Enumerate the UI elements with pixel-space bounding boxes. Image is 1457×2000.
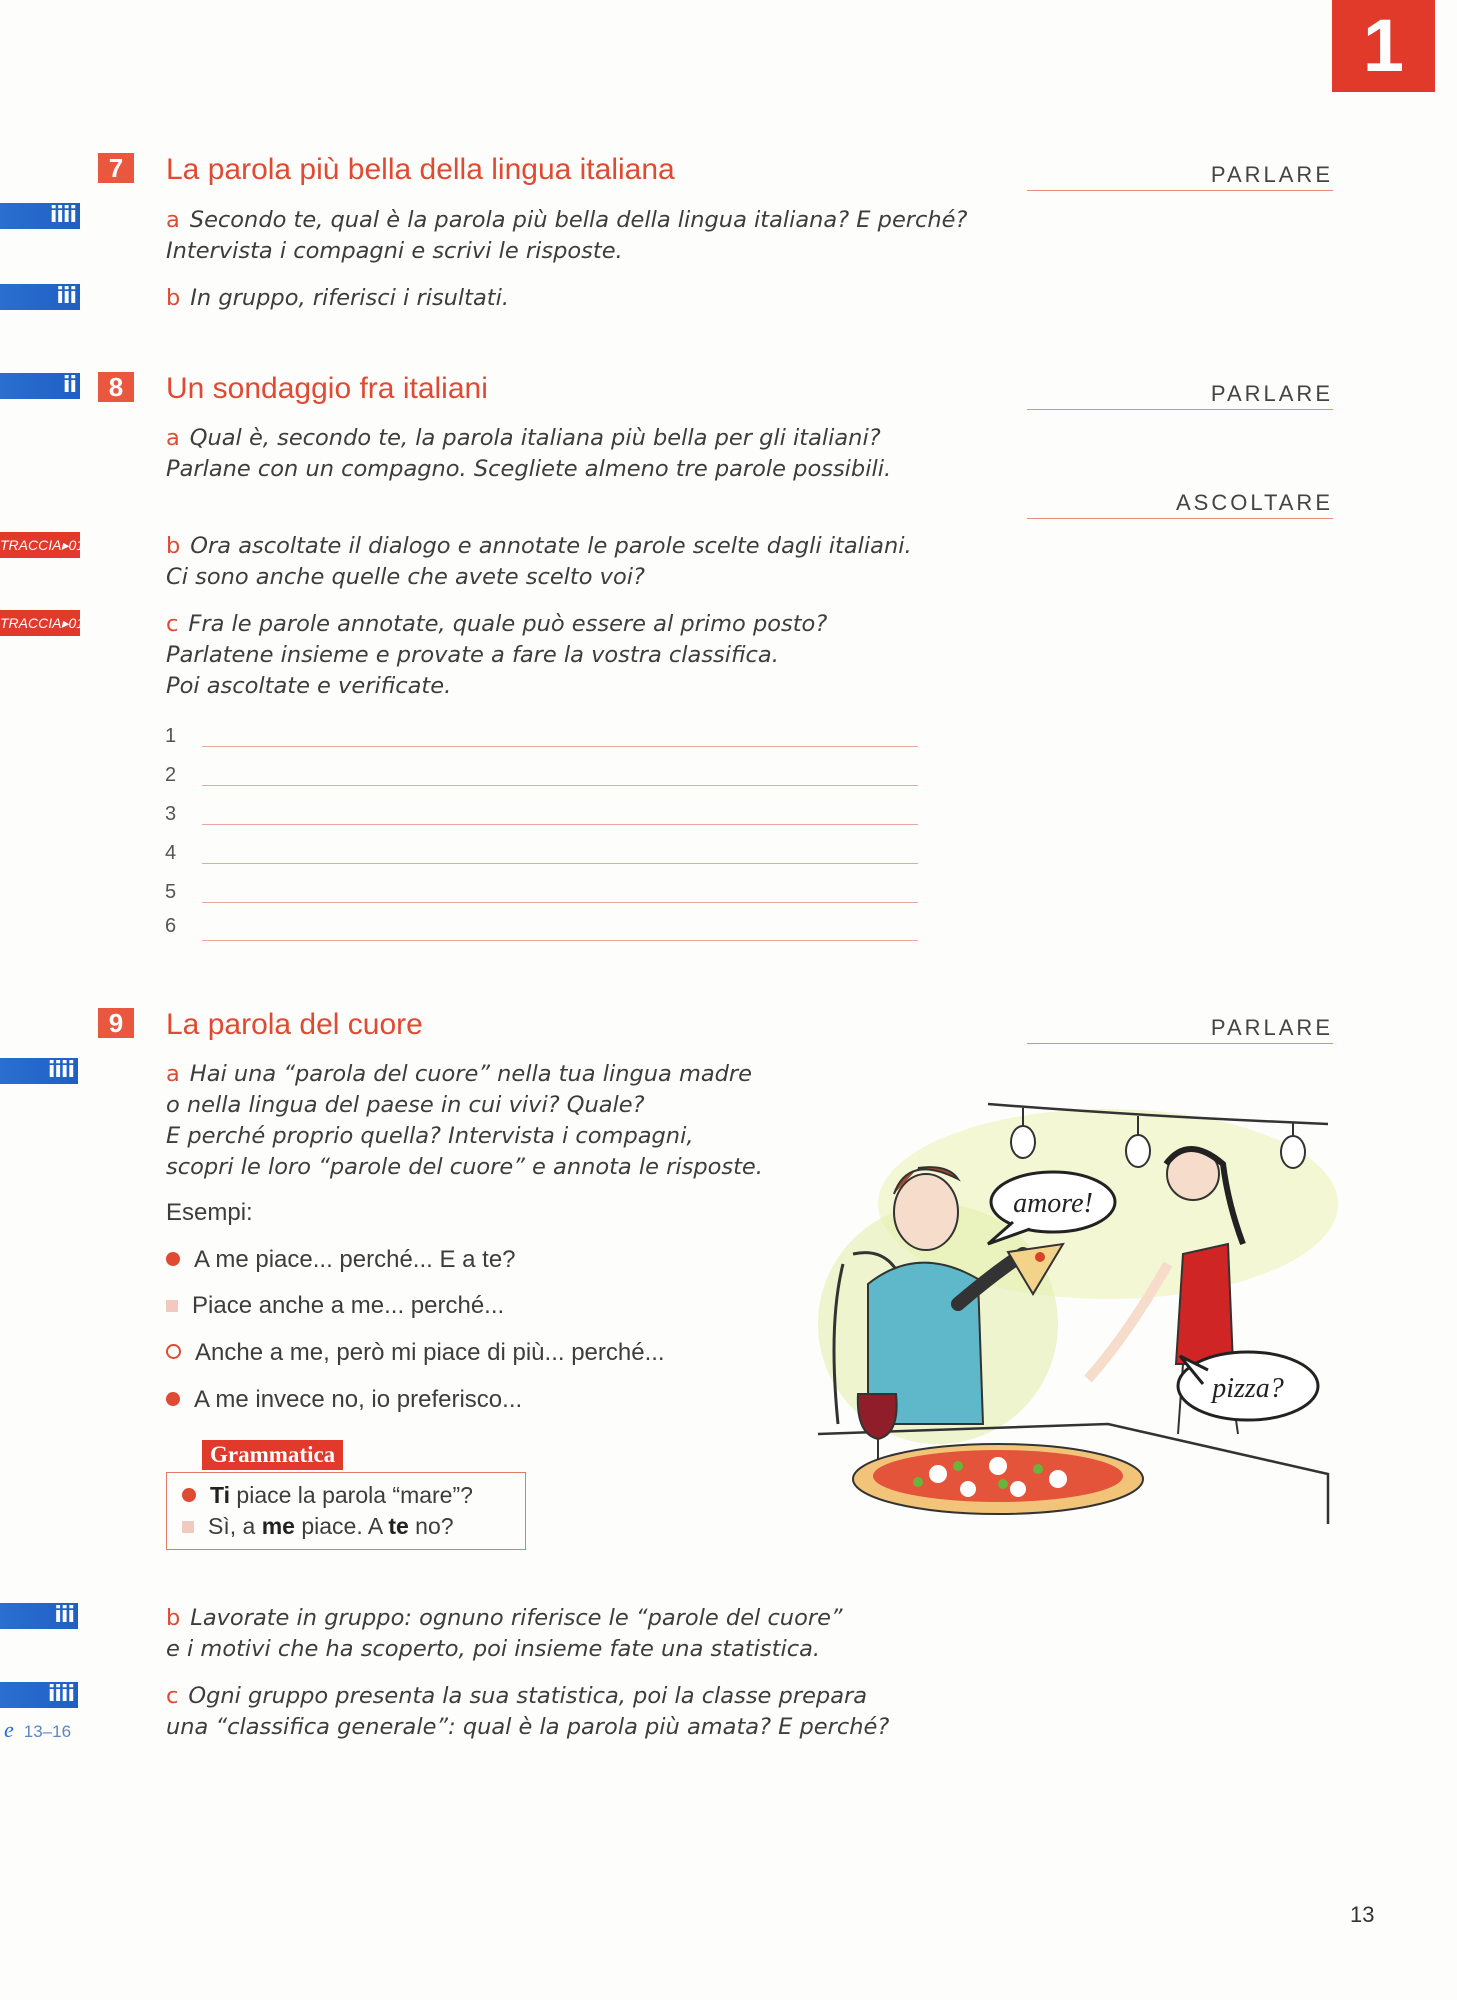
ebook-pages: 13–16 <box>23 1722 72 1741</box>
group-work-icon: iiii <box>0 203 80 229</box>
grammar-bold: Ti <box>210 1482 231 1508</box>
task-a <box>166 1059 763 1183</box>
task-text: Ora ascoltate il dialogo e annotate le parole scelte dagli italiani. <box>190 533 912 559</box>
group-icon: iii <box>0 284 80 310</box>
task-text: Ogni gruppo presenta la sua statistica, poi la classe prepara <box>188 1683 868 1709</box>
e-book-icon: e <box>4 1717 14 1742</box>
example-item <box>166 1291 504 1321</box>
task-letter: c <box>166 1683 179 1709</box>
task-text: In gruppo, riferisci i risultati. <box>190 285 510 311</box>
grammar-text: piace. A <box>294 1513 389 1539</box>
red-dot-icon <box>166 1392 180 1406</box>
task-letter: b <box>166 1605 181 1631</box>
pink-square-icon <box>166 1300 178 1312</box>
group-icon: iii <box>0 1603 78 1629</box>
exercise-title: Un sondaggio fra italiani <box>166 372 488 405</box>
skill-label: PARLARE <box>1027 379 1333 410</box>
pink-square-icon <box>182 1521 194 1533</box>
answer-number: 2 <box>165 764 177 786</box>
task-text: e i motivi che ha scoperto, poi insieme fate una statistica. <box>166 1636 821 1662</box>
group-work-icon: iiii <box>0 1058 78 1084</box>
task-letter: a <box>166 425 180 451</box>
examples-label: Esempi: <box>166 1199 253 1226</box>
grammar-bold: me <box>261 1513 295 1539</box>
task-text: Intervista i compagni e scrivi le risposte. <box>166 238 623 264</box>
ring-icon <box>166 1344 181 1359</box>
answer-number: 4 <box>165 842 177 864</box>
example-text: A me invece no, io preferisco... <box>194 1386 523 1413</box>
speech-bubble-amore: amore! <box>1013 1188 1093 1219</box>
answer-number: 3 <box>165 803 177 825</box>
chapter-number-tab: 1 <box>1332 0 1435 92</box>
example-item <box>166 1245 516 1275</box>
task-a <box>166 423 891 485</box>
skill-label: PARLARE <box>1027 1013 1333 1044</box>
answer-line[interactable] <box>202 939 918 941</box>
answer-number: 6 <box>165 915 177 937</box>
grammar-label: Grammatica <box>202 1440 343 1470</box>
task-text: E perché proprio quella? Intervista i compagni, <box>166 1123 694 1149</box>
red-dot-icon <box>166 1252 180 1266</box>
task-letter: c <box>166 611 179 637</box>
task-text: Ci sono anche quelle che avete scelto voi? <box>166 564 645 590</box>
task-letter: a <box>166 207 180 233</box>
task-b <box>166 283 509 314</box>
grammar-text: piace la parola “mare”? <box>230 1482 473 1508</box>
ebook-reference[interactable] <box>4 1717 71 1743</box>
answer-number: 1 <box>165 725 177 747</box>
task-letter: a <box>166 1061 180 1087</box>
task-text: Hai una “parola del cuore” nella tua lingua madre <box>189 1061 753 1087</box>
task-text: Parlatene insieme e provate a fare la vostra classifica. <box>166 642 779 668</box>
example-text: A me piace... perché... E a te? <box>194 1246 516 1273</box>
exercise-number: 9 <box>98 1008 134 1038</box>
exercise-title: La parola del cuore <box>166 1008 423 1041</box>
task-c <box>166 1681 889 1743</box>
task-letter: b <box>166 285 181 311</box>
page-number: 13 <box>1350 1902 1375 1927</box>
grammar-text: Sì, a <box>208 1513 262 1539</box>
task-text: Poi ascoltate e verificate. <box>166 673 452 699</box>
example-text: Anche a me, però mi piace di più... perché... <box>195 1339 665 1366</box>
exercise-number: 8 <box>98 372 134 402</box>
example-item <box>166 1338 665 1368</box>
task-text: una “classifica generale”: qual è la parola più amata? E perché? <box>166 1714 890 1740</box>
pizza-illustration <box>808 1094 1338 1524</box>
task-b <box>166 531 912 593</box>
task-text: scopri le loro “parole del cuore” e annota le risposte. <box>166 1154 763 1180</box>
task-text: Qual è, secondo te, la parola italiana più bella per gli italiani? <box>189 425 881 451</box>
answer-number: 5 <box>165 881 177 903</box>
pair-work-icon: ii <box>0 373 80 399</box>
task-text: Lavorate in gruppo: ognuno riferisce le “parole del cuore” <box>190 1605 843 1631</box>
red-dot-icon <box>182 1488 196 1502</box>
skill-label: PARLARE <box>1027 160 1333 191</box>
task-a <box>166 205 967 267</box>
task-text: o nella lingua del paese in cui vivi? Quale? <box>166 1092 645 1118</box>
answer-line[interactable] <box>202 784 918 786</box>
speech-bubble-pizza: pizza? <box>1212 1373 1284 1404</box>
grammar-bold: te <box>388 1513 409 1539</box>
audio-track-icon[interactable]: TRACCIA▸01 <box>0 610 80 636</box>
answer-line[interactable] <box>202 862 918 864</box>
answer-line[interactable] <box>202 823 918 825</box>
example-text: Piace anche a me... perché... <box>192 1292 505 1319</box>
grammar-line <box>182 1511 454 1541</box>
answer-line[interactable] <box>202 901 918 903</box>
task-text: Secondo te, qual è la parola più bella della lingua italiana? E perché? <box>189 207 968 233</box>
exercise-number: 7 <box>98 153 134 183</box>
exercise-title: La parola più bella della lingua italiana <box>166 153 675 186</box>
answer-line[interactable] <box>202 745 918 747</box>
grammar-text: no? <box>408 1513 454 1539</box>
group-work-icon: iiii <box>0 1682 78 1708</box>
grammar-line <box>182 1480 473 1510</box>
task-text: Fra le parole annotate, quale può essere al primo posto? <box>188 611 828 637</box>
task-text: Parlane con un compagno. Scegliete almeno tre parole possibili. <box>166 456 892 482</box>
task-letter: b <box>166 533 181 559</box>
audio-track-icon[interactable]: TRACCIA▸01 <box>0 532 80 558</box>
example-item <box>166 1385 522 1415</box>
task-c <box>166 609 827 702</box>
skill-label: ASCOLTARE <box>1027 488 1333 519</box>
task-b <box>166 1603 843 1665</box>
